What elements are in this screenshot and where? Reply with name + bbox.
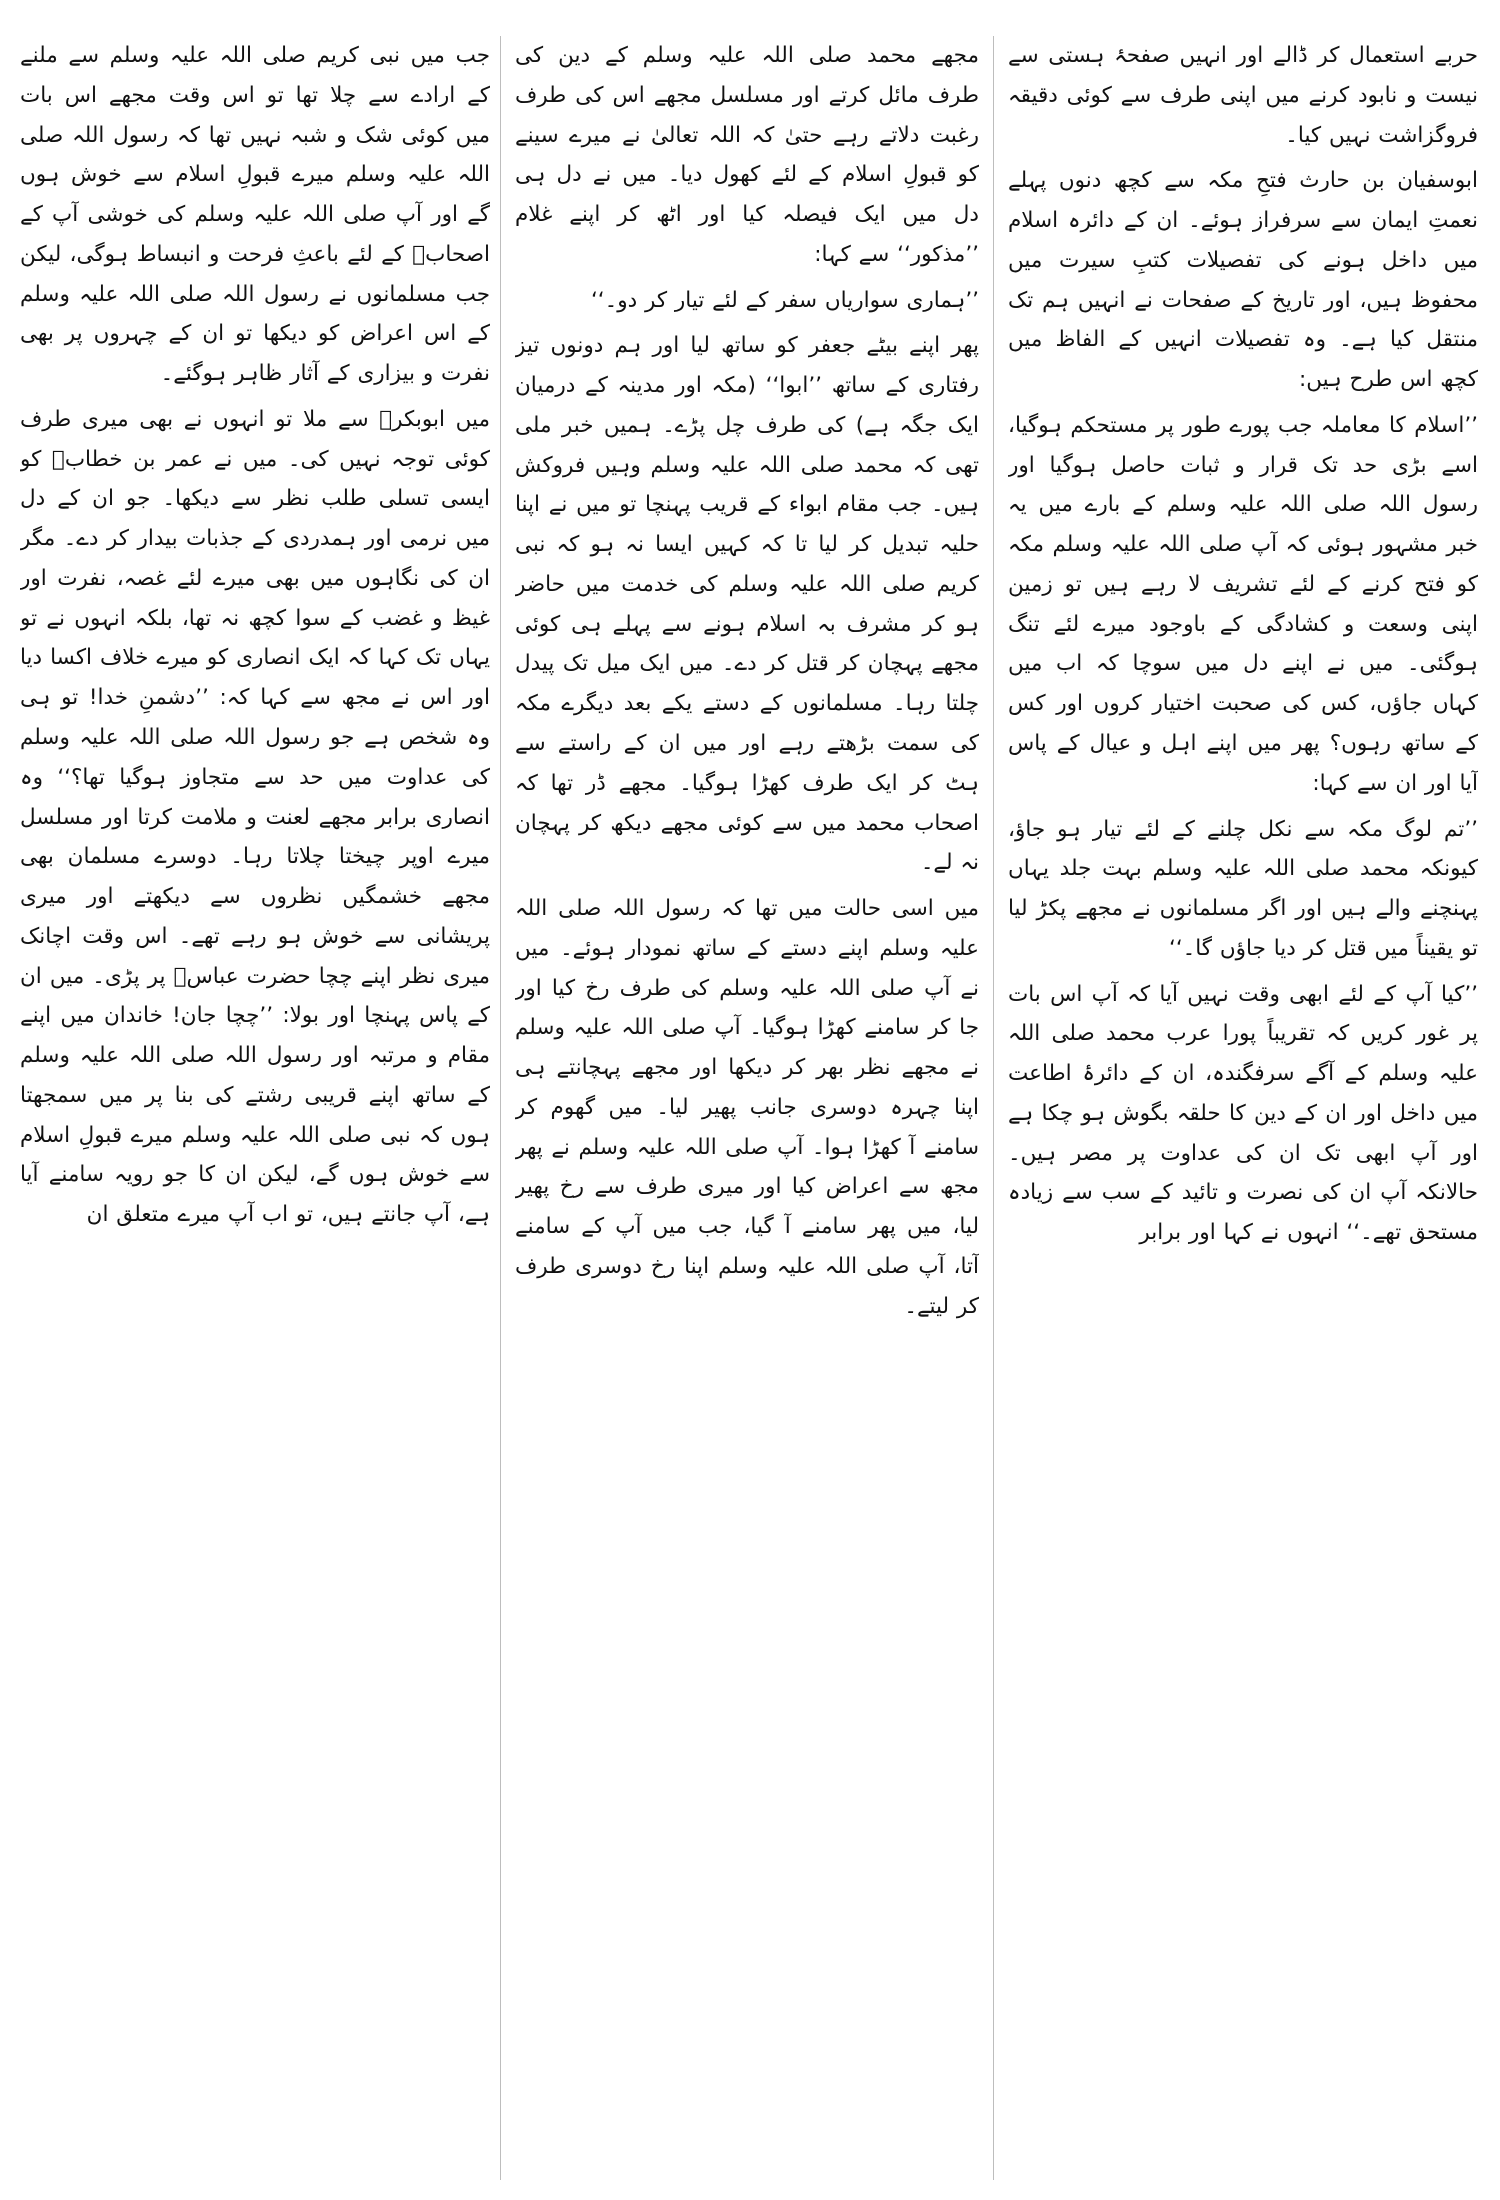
paragraph: میں ابوبکرؓ سے ملا تو انہوں نے بھی میری طرف کوئی توجہ نہیں کی۔ میں نے عمر بن خطابؓ کو ایسی تسلی طلب نظر سے دیکھا۔ جو ان کے دل میں نرمی اور ہمدردی کے جذبات بیدار کر دے۔ مگر ان کی نگاہوں میں بھی میرے لئے غصہ، نفرت اور غیظ و غضب کے سوا کچھ نہ تھا، بلکہ انہوں نے تو یہاں تک کہا کہ ایک انصاری کو میرے خلاف اکسا دیا اور اس نے مجھ سے کہا کہ: ’’دشمنِ خدا! تو ہی وہ شخص ہے جو رسول اللہ صلی اللہ علیہ وسلم کی عداوت میں حد سے متجاوز ہوگیا تھا؟‘‘ وہ انصاری برابر مجھے لعنت و ملامت کرتا اور مسلسل میرے اوپر چیختا چلاتا رہا۔ دوسرے مسلمان بھی مجھے خشمگیں نظروں سے دیکھتے اور میری پریشانی سے خوش ہو رہے تھے۔ اس وقت اچانک میری نظر اپنے چچا حضرت عباسؓ پر پڑی۔ میں ان کے پاس پہنچا اور بولا: ’’چچا جان! خاندان میں اپنے مقام و مرتبہ اور رسول اللہ صلی اللہ علیہ وسلم کے ساتھ اپنے قریبی رشتے کی بنا پر میں سمجھتا ہوں کہ نبی صلی اللہ علیہ وسلم میرے قبولِ اسلام سے خوش ہوں گے، لیکن ان کا جو رویہ سامنے آیا ہے، آپ جانتے ہیں، تو اب آپ میرے متعلق ان bbox=[20, 406, 490, 1228]
text-column-left bbox=[20, 36, 490, 2180]
text-column-right bbox=[1008, 36, 1478, 2180]
column-divider bbox=[993, 36, 994, 2180]
text-column-middle bbox=[515, 36, 979, 2180]
paragraph: مجھے محمد صلی اللہ علیہ وسلم کے دین کی طرف مائل کرتے اور مسلسل مجھے اس کی طرف رغبت دلاتے رہے حتیٰ کہ اللہ تعالیٰ نے میرے سینے کو قبولِ اسلام کے لئے کھول دیا۔ میں نے دل ہی دل میں ایک فیصلہ کیا اور اٹھ کر اپنے غلام ’’مذکور‘‘ سے کہا: bbox=[515, 43, 979, 267]
paragraph: ’’ہماری سواریاں سفر کے لئے تیار کر دو۔‘‘ bbox=[590, 287, 979, 313]
paragraph: ابوسفیان بن حارث فتحِ مکہ سے کچھ دنوں پہلے نعمتِ ایمان سے سرفراز ہوئے۔ ان کے دائرہ اسلام میں داخل ہونے کی تفصیلات کتبِ سیرت میں محفوظ ہیں، اور تاریخ کے صفحات نے انہیں ہم تک منتقل کیا ہے۔ وہ تفصیلات انہیں کے الفاظ میں کچھ اس طرح ہیں: bbox=[1008, 168, 1478, 393]
column-divider bbox=[500, 36, 501, 2180]
paragraph: میں اسی حالت میں تھا کہ رسول اللہ صلی اللہ علیہ وسلم اپنے دستے کے ساتھ نمودار ہوئے۔ میں نے آپ صلی اللہ علیہ وسلم کی طرف رخ کیا اور جا کر سامنے کھڑا ہوگیا۔ آپ صلی اللہ علیہ وسلم نے مجھے نظر بھر کر دیکھا اور مجھے پہچانتے ہی اپنا چہرہ دوسری جانب پھیر لیا۔ میں گھوم کر سامنے آ کھڑا ہوا۔ آپ صلی اللہ علیہ وسلم نے پھر مجھ سے اعراض کیا اور میری طرف سے رخ پھیر لیا، میں پھر سامنے آ گیا، جب میں آپ کے سامنے آتا، آپ صلی اللہ علیہ وسلم اپنا رخ دوسری طرف کر لیتے۔ bbox=[515, 896, 979, 1319]
paragraph: جب میں نبی کریم صلی اللہ علیہ وسلم سے ملنے کے ارادے سے چلا تھا تو اس وقت مجھے اس بات میں کوئی شک و شبہ نہیں تھا کہ رسول اللہ صلی اللہ علیہ وسلم میرے قبولِ اسلام سے خوش ہوں گے اور آپ صلی اللہ علیہ وسلم کی خوشی آپ کے اصحابؓ کے لئے باعثِ فرحت و انبساط ہوگی، لیکن جب مسلمانوں نے رسول اللہ صلی اللہ علیہ وسلم کے اس اعراض کو دیکھا تو ان کے چہروں پر بھی نفرت و بیزاری کے آثار ظاہر ہوگئے۔ bbox=[20, 43, 490, 387]
paragraph: حربے استعمال کر ڈالے اور انہیں صفحۂ ہستی سے نیست و نابود کرنے میں اپنی طرف سے کوئی دقیقہ فروگزاشت نہیں کیا۔ bbox=[1008, 43, 1478, 148]
paragraph: پھر اپنے بیٹے جعفر کو ساتھ لیا اور ہم دونوں تیز رفتاری کے ساتھ ’’ابوا‘‘ (مکہ اور مدینہ کے درمیان ایک جگہ ہے) کی طرف چل پڑے۔ ہمیں خبر ملی تھی کہ محمد صلی اللہ علیہ وسلم وہیں فروکش ہیں۔ جب مقام ابواء کے قریب پہنچا تو میں نے اپنا حلیہ تبدیل کر لیا تا کہ کہیں ایسا نہ ہو کہ نبی کریم صلی اللہ علیہ وسلم کی خدمت میں حاضر ہو کر مشرف بہ اسلام ہونے سے پہلے ہی کوئی مجھے پہچان کر قتل کر دے۔ میں ایک میل تک پیدل چلتا رہا۔ مسلمانوں کے دستے یکے بعد دیگرے مکہ کی سمت بڑھتے رہے اور میں ان کے راستے سے ہٹ کر ایک طرف کھڑا ہوگیا۔ مجھے ڈر تھا کہ اصحاب محمد میں سے کوئی مجھے دیکھ کر پہچان نہ لے۔ bbox=[515, 333, 979, 876]
paragraph: ’’اسلام کا معاملہ جب پورے طور پر مستحکم ہوگیا، اسے بڑی حد تک قرار و ثبات حاصل ہوگیا اور رسول اللہ صلی اللہ علیہ وسلم کے بارے میں یہ خبر مشہور ہوئی کہ آپ صلی اللہ علیہ وسلم مکہ کو فتح کرنے کے لئے تشریف لا رہے ہیں تو زمین اپنی وسعت و کشادگی کے باوجود میرے لئے تنگ ہوگئی۔ میں نے اپنے دل میں سوچا کہ اب میں کہاں جاؤں، کس کی صحبت اختیار کروں اور کس کے ساتھ رہوں؟ پھر میں اپنے اہل و عیال کے پاس آیا اور ان سے کہا: bbox=[1008, 412, 1478, 796]
paragraph: ’’کیا آپ کے لئے ابھی وقت نہیں آیا کہ آپ اس بات پر غور کریں کہ تقریباً پورا عرب محمد صلی اللہ علیہ وسلم کے آگے سرفگندہ، ان کے دائرۂ اطاعت میں داخل اور ان کے دین کا حلقہ بگوش ہو چکا ہے اور آپ ابھی تک ان کی عداوت پر مصر ہیں۔ حالانکہ آپ ان کی نصرت و تائید کے سب سے زیادہ مستحق تھے۔‘‘ انہوں نے کہا اور برابر bbox=[1008, 981, 1478, 1246]
paragraph: ’’تم لوگ مکہ سے نکل چلنے کے لئے تیار ہو جاؤ، کیونکہ محمد صلی اللہ علیہ وسلم بہت جلد یہاں پہنچنے والے ہیں اور اگر مسلمانوں نے مجھے پکڑ لیا تو یقیناً میں قتل کر دیا جاؤں گا۔‘‘ bbox=[1008, 816, 1478, 961]
